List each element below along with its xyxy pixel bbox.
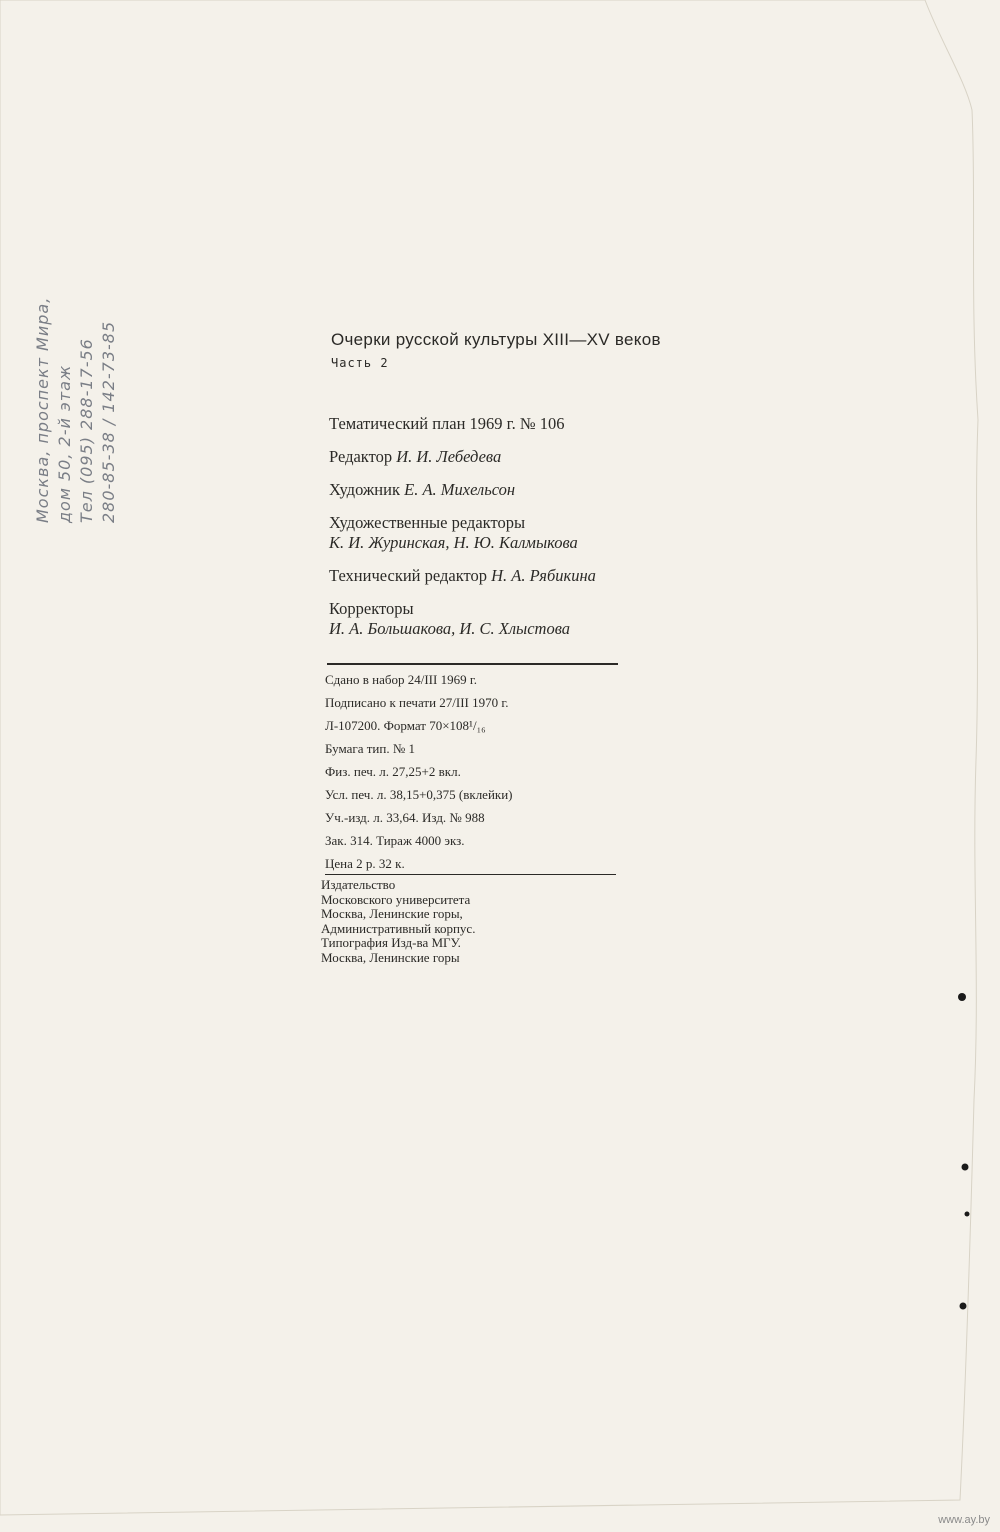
credit-label: Корректоры: [329, 599, 414, 618]
spec-line: Усл. печ. л. 38,15+0,375 (вклейки): [325, 787, 513, 802]
book-part: Часть 2: [331, 356, 389, 370]
spec-line: Цена 2 р. 32 к.: [325, 856, 405, 871]
handnote-line: дом 50, 2-й этаж: [55, 364, 74, 523]
handnote-line: Москва, проспект Мира,: [33, 296, 52, 523]
credit-editor: [329, 447, 689, 467]
credit-names: Н. А. Рябикина: [491, 566, 596, 585]
spec-line: Подписано к печати 27/III 1970 г.: [325, 695, 509, 710]
watermark: www.ay.by: [938, 1514, 990, 1526]
credit-art-editors: [329, 513, 689, 553]
publisher-line: Административный корпус.: [321, 920, 476, 936]
credits-list: [329, 414, 689, 652]
credit-names: Е. А. Михельсон: [404, 480, 516, 499]
credit-label: Художник: [329, 480, 400, 499]
divider-top: [327, 663, 618, 665]
credit-people: И. А. Большакова, И. С. Хлыстова: [329, 619, 571, 638]
publisher-line: Типография Изд-ва МГУ.: [321, 935, 461, 951]
spec-line: Физ. печ. л. 27,25+2 вкл.: [325, 764, 461, 779]
publisher-info: [321, 878, 621, 966]
handnote-line: 280-85-38 / 142-73-85: [99, 320, 118, 523]
spec-line: Уч.-изд. л. 33,64. Изд. № 988: [325, 810, 485, 825]
spec-line: Л-107200. Формат 70×108¹/₁₆: [325, 718, 486, 733]
credit-proofreaders: [329, 599, 689, 639]
spec-line: Сдано в набор 24/III 1969 г.: [325, 672, 477, 687]
handwritten-address-note: [32, 183, 120, 523]
divider-bottom: [325, 874, 616, 875]
credit-label: Тематический план 1969 г. № 106: [329, 414, 565, 433]
book-title: Очерки русской культуры XIII—XV веков: [331, 330, 661, 349]
spec-line: Бумага тип. № 1: [325, 741, 415, 756]
credit-names: И. И. Лебедева: [396, 447, 502, 466]
publisher-line: Москва, Ленинские горы: [321, 949, 460, 965]
credit-label: Художественные редакторы: [329, 513, 526, 532]
credit-plan: [329, 414, 689, 434]
credit-people: К. И. Журинская, Н. Ю. Калмыкова: [329, 533, 578, 552]
printing-specs: [325, 670, 625, 877]
handnote-line: Тел (095) 288-17-56: [77, 338, 96, 523]
credit-label: Редактор: [329, 447, 393, 466]
publisher-line: Издательство: [321, 877, 396, 892]
spec-line: Зак. 314. Тираж 4000 экз.: [325, 833, 465, 848]
publisher-line: Москва, Ленинские горы,: [321, 906, 463, 922]
publisher-line: Московского университета: [321, 891, 471, 907]
credit-artist: [329, 480, 689, 500]
credit-tech-editor: [329, 566, 689, 586]
credit-label: Технический редактор: [329, 566, 487, 585]
